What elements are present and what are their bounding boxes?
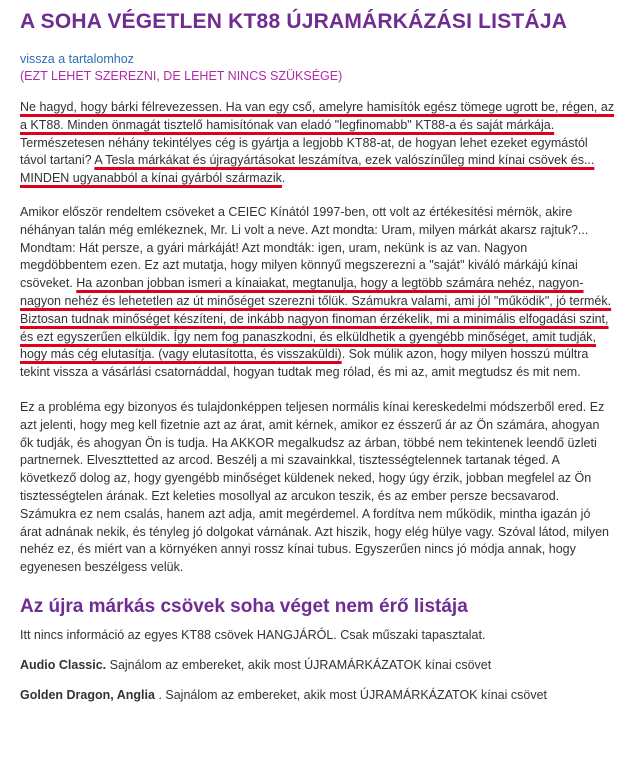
section-heading: Az újra márkás csövek soha véget nem érő listája xyxy=(20,595,468,617)
brand-description: Sajnálom az embereket, akik most ÚJRAMÁRKÁZATOK kínai csövet xyxy=(106,657,492,672)
paragraph-text: . Sok múlik azon, hogy milyen hosszú múltra tekint vissza a vásárlási csatornáddal, hogyan tudtak meg rólad, és mi az, amit megtudsz és mit nem. xyxy=(20,347,589,380)
brand-description: . Sajnálom az embereket, akik most ÚJRAMÁRKÁZATOK kínai csövet xyxy=(154,687,547,702)
brand-entry-audio-classic xyxy=(20,657,615,674)
page-title: A SOHA VÉGETLEN KT88 ÚJRAMÁRKÁZÁSI LISTÁJA xyxy=(20,10,568,33)
brand-entry-golden-dragon xyxy=(20,687,615,704)
ceiec-paragraph xyxy=(20,204,615,382)
paragraph-text: Amikor először rendeltem csöveket a CEIEC Kínától 1997-ben, ott volt az értékesítési mérnök, akire néhányan talán még emlékeznek, Mr. Li volt a neve. Azt mondta: Uram, milyen márkát akarsz rajtuk?... Mondtam: Hát persze, a gyári márkáját! Azt mondták: igen, uram, nekünk is az van. Nagyon megdöbbentem ezen. Ez azt mutatja, hogy milyen könnyű megszerezni a "saját" kiváló márkájú kínai csöveket. xyxy=(20,204,589,291)
brand-name: Audio Classic. xyxy=(20,657,107,672)
highlighted-text: A Tesla márkákat és újragyártásokat leszámítva, ezek valószínűleg mind kínai csövek és... MINDEN ugyanabból a kínai gyárból származik xyxy=(20,153,595,186)
paragraph-text: . xyxy=(281,171,286,186)
intro-paragraph xyxy=(20,99,615,188)
highlighted-text: Ha azonban jobban ismeri a kínaiakat, megtanulja, hogy a legtöbb számára nehéz, nagyon-nagyon nehéz és lehetetlen az út minőséget szerezni tőlük. Számukra valami, ami jól "működik", jó termék. Biztosan tudnak minőséget készíteni, de inkább nagyon finoman érzékelik, mi a minimális elfogadási szint, és ezt egyszerűen elküldik. Így nem fog panaszkodni, és elküldhetik a gyengébb minőséget, amit tudják, hogy más cég elutasítja. (vagy elutasította, és visszaküldi) xyxy=(20,276,612,362)
section-info: Itt nincs információ az egyes KT88 csövek HANGJÁRÓL. Csak műszaki tapasztalat. xyxy=(20,627,486,642)
back-to-contents-link[interactable]: vissza a tartalomhoz xyxy=(20,52,134,66)
trade-method-paragraph: Ez a probléma egy bizonyos és tulajdonképpen teljesen normális kínai kereskedelmi módszerből ered. Ez azt jelenti, hogy meg kell fizetnie azt az árat, amit kérnek, amikor ez ésszerű ár az Ön számára, ahogyan ők tudják, és ahogyan Ön is tudja. Ha AKKOR megalkudsz az árban, többé nem tekintenek leendő üzleti partnernek. Elveszttetted az arcod. Beszélj a mi szavainkkal, tisztességtelennek tartanak téged. A következő dolog az, hogy gyengébb minőséget küldenek neked, hogy úgy érzik, jobban megfelel az Ön tisztességtelen árának. Ezt keleties mosollyal az arcukon teszik, és az ember persze becsavarod. Számukra ez nem csalás, hanem azt adja, amit megérdemel. A fordítva nem működik, mintha igazán jó árat adnának nekik, és tényleg jó dolgokat várnának. Azt hiszik, hogy elég hülye vagy. Szóval látod, milyen nehéz ez, és miért van a környéken annyi rossz kínai tubus. Egyszerűen nincs jó módja annak, hogy egyenesen beszélgess velük. xyxy=(20,399,610,575)
brand-name: Golden Dragon, Anglia xyxy=(20,687,155,702)
highlighted-text: Ne hagyd, hogy bárki félrevezessen. Ha van egy cső, amelyre hamisítók egész tömege ugrott be, régen, az a KT88. Minden önmagát tisztelő hamisítónak van eladó "legfinomabb" KT88-a és saját márkája. xyxy=(20,100,615,132)
subtitle: (EZT LEHET SZEREZNI, DE LEHET NINCS SZÜKSÉGE) xyxy=(20,69,343,83)
paragraph-text: Természetesen néhány tekintélyes cég is gyártja a legjobb KT88-at, de hogyan lehet ezeket egymástól távol tartani? xyxy=(20,135,588,168)
